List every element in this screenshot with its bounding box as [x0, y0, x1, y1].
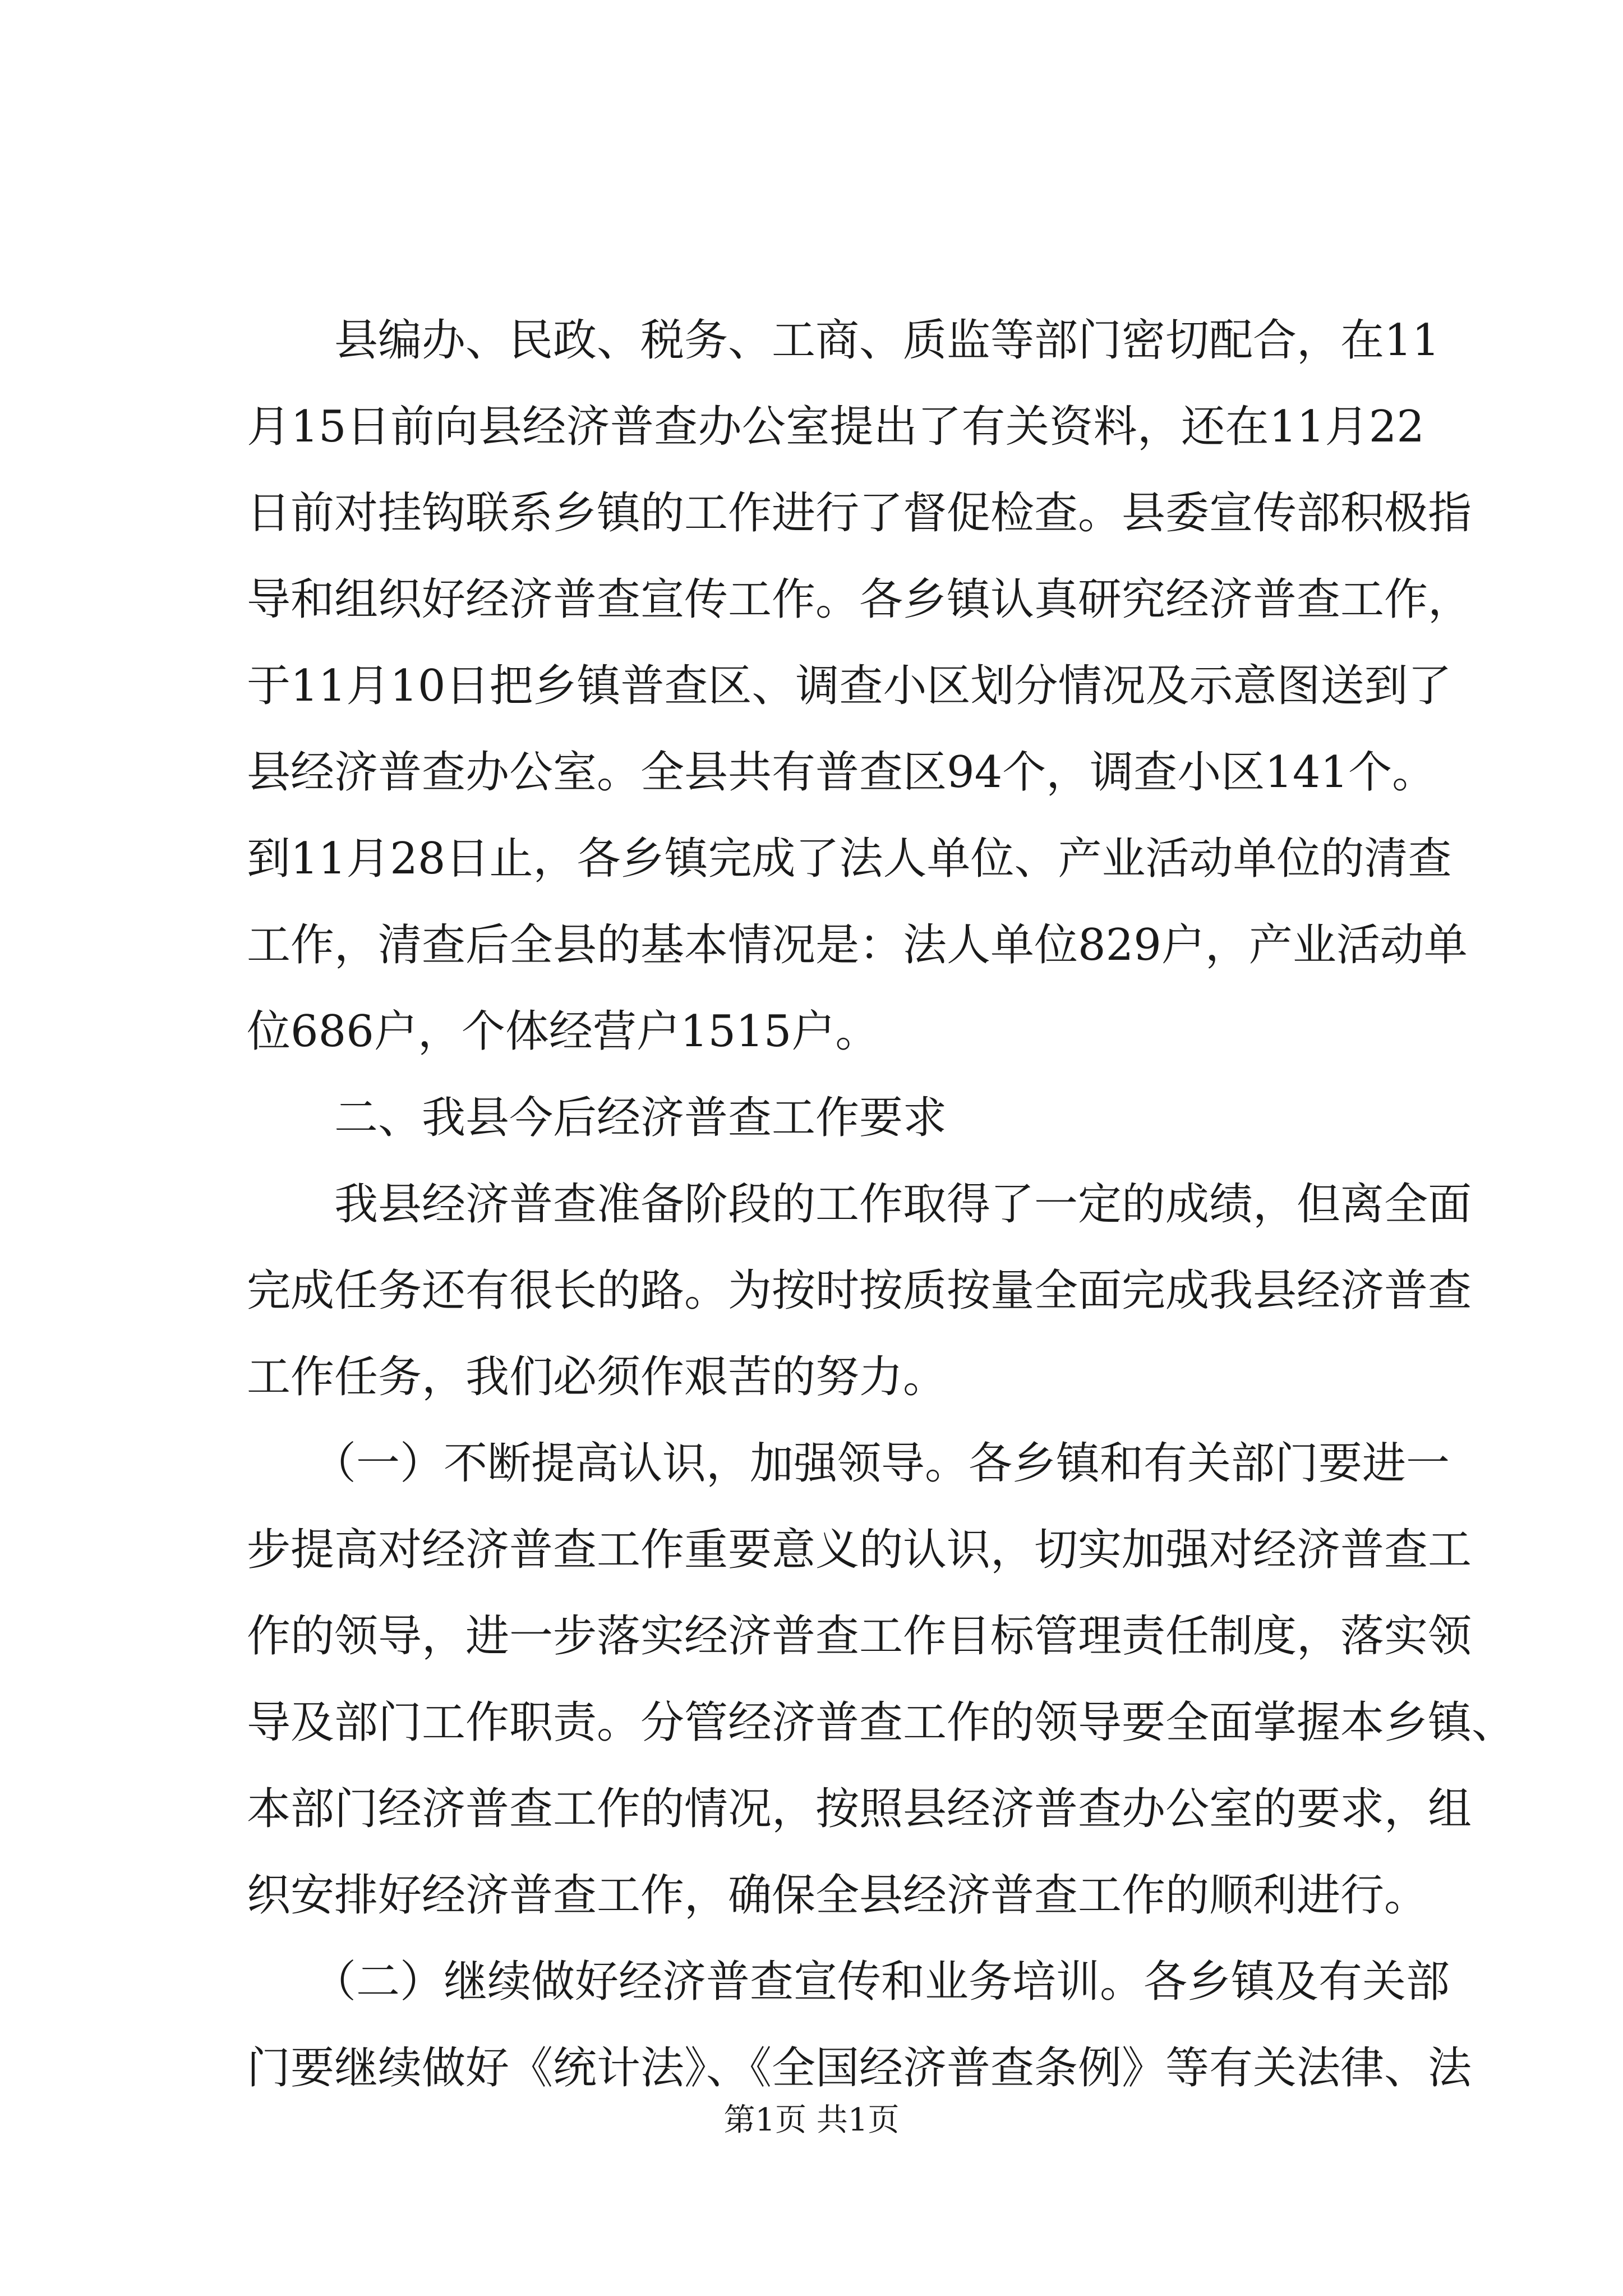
- page-footer: 第1页 共1页: [723, 2102, 900, 2138]
- text-line: 于11月10日把乡镇普查区、调查小区划分情况及示意图送到了: [247, 661, 1452, 711]
- text-line: 步提高对经济普查工作重要意义的认识，切实加强对经济普查工: [247, 1525, 1472, 1575]
- text-line: 月15日前向县经济普查办公室提出了有关资料，还在11月22: [247, 402, 1424, 452]
- section-heading: 二、我县今后经济普查工作要求: [247, 1093, 947, 1143]
- text-line: 工作，清查后全县的基本情况是：法人单位829户，产业活动单: [247, 920, 1468, 970]
- text-line: 位686户，个体经营户1515户。: [247, 1006, 879, 1057]
- text-line: 导及部门工作职责。分管经济普查工作的领导要全面掌握本乡镇、: [247, 1697, 1516, 1748]
- text-line: 工作任务，我们必须作艰苦的努力。: [247, 1352, 947, 1402]
- text-line: 作的领导，进一步落实经济普查工作目标管理责任制度，落实领: [247, 1611, 1472, 1662]
- text-line: 完成任务还有很长的路。为按时按质按量全面完成我县经济普查: [247, 1266, 1472, 1316]
- text-line: 到11月28日止，各乡镇完成了法人单位、产业活动单位的清查: [247, 834, 1452, 884]
- text-line: 日前对挂钩联系乡镇的工作进行了督促检查。县委宣传部积极指: [247, 488, 1472, 539]
- text-line: 县编办、民政、税务、工商、质监等部门密切配合，在11: [247, 315, 1440, 366]
- text-line: 导和组织好经济普查宣传工作。各乡镇认真研究经济普查工作，: [247, 574, 1472, 625]
- text-line: （一）不断提高认识，加强领导。各乡镇和有关部门要进一: [247, 1438, 1450, 1489]
- document-body: [247, 297, 1516, 2111]
- text-line: 织安排好经济普查工作，确保全县经济普查工作的顺利进行。: [247, 1870, 1428, 1921]
- text-line: （二）继续做好经济普查宣传和业务培训。各乡镇及有关部: [247, 1957, 1450, 2007]
- text-line: 本部门经济普查工作的情况，按照县经济普查办公室的要求，组: [247, 1784, 1472, 1834]
- text-line: 我县经济普查准备阶段的工作取得了一定的成绩，但离全面: [247, 1179, 1472, 1230]
- text-line: 门要继续做好《统计法》、《全国经济普查条例》等有关法律、法: [247, 2043, 1472, 2093]
- text-line: 县经济普查办公室。全县共有普查区94个，调查小区141个。: [247, 747, 1436, 798]
